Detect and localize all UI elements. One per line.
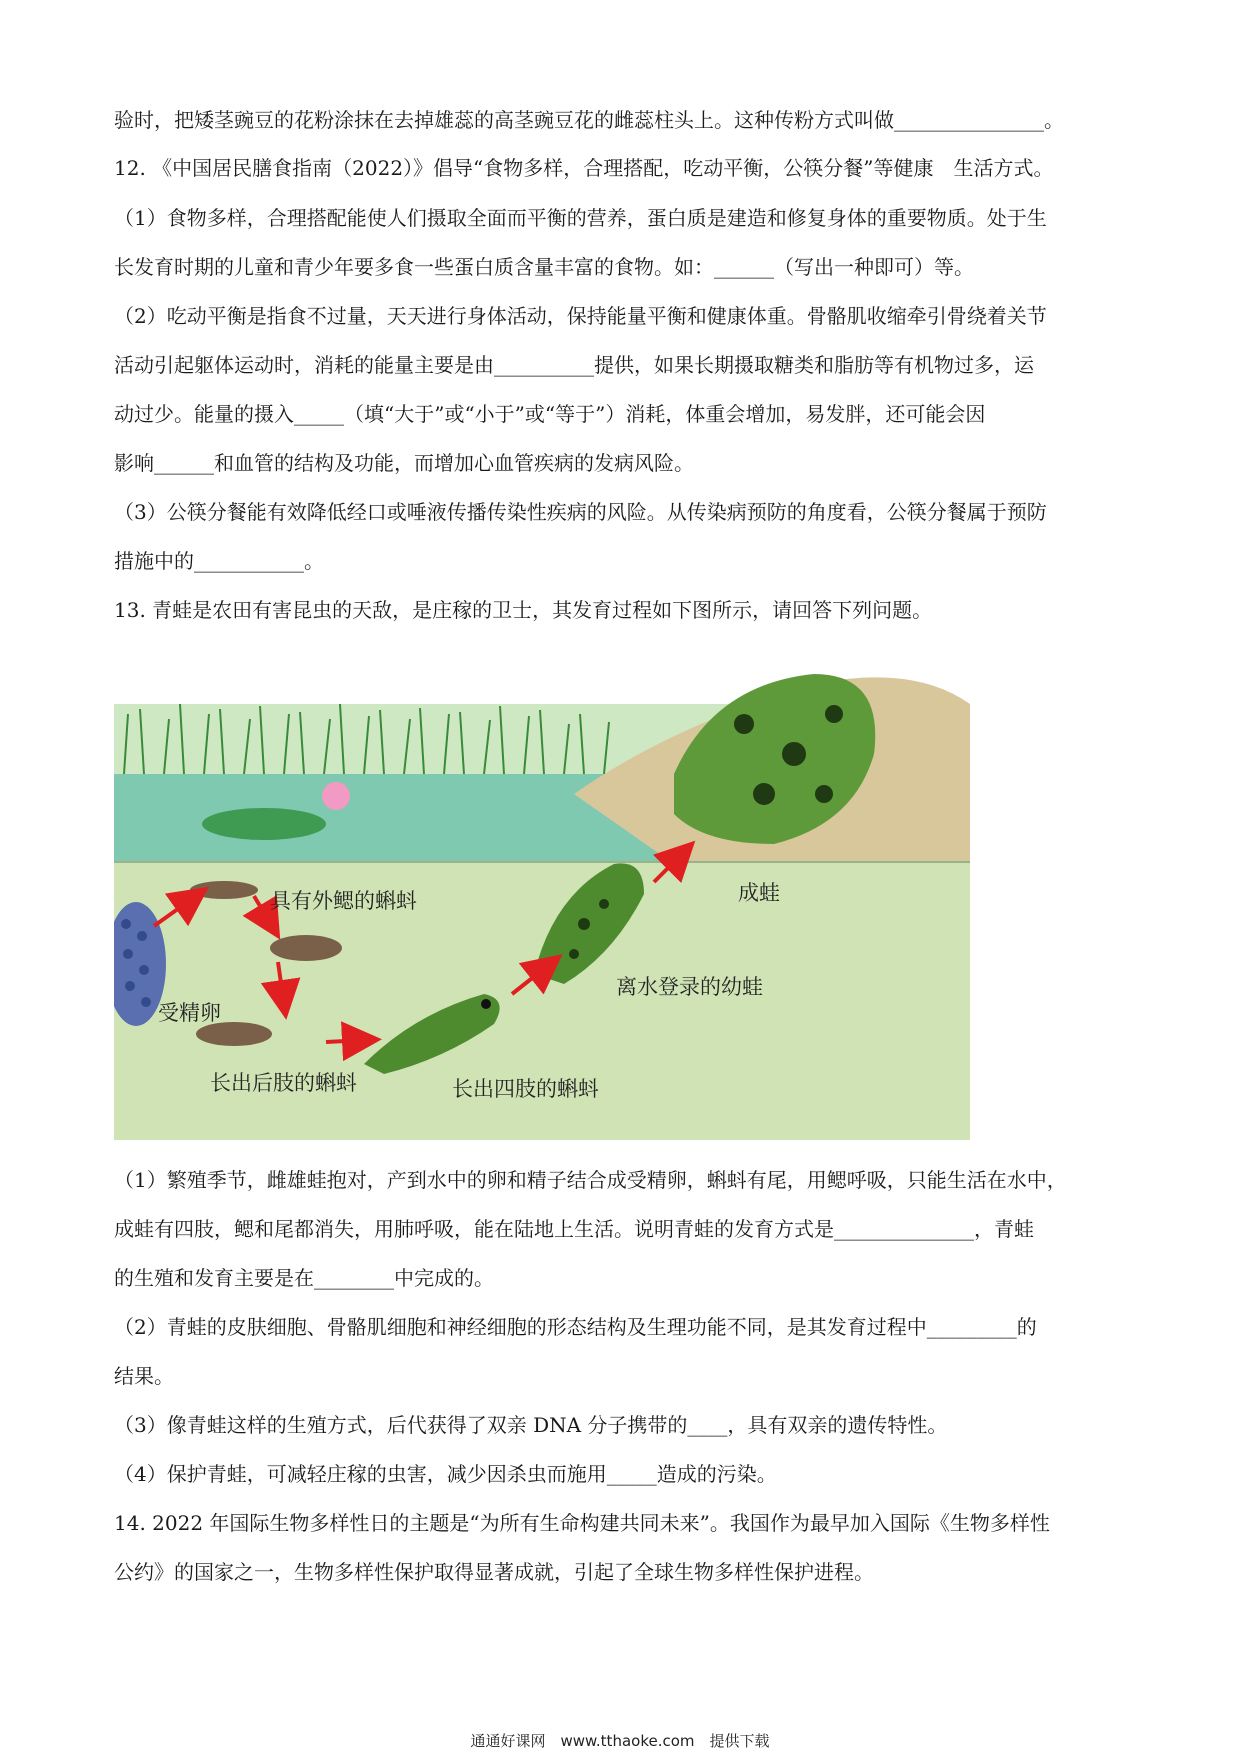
lotus-flower: [322, 782, 350, 810]
tadpole-hind-legs-body: [196, 1022, 272, 1046]
q12-2-line-1: （2）吃动平衡是指食不过量，天天进行身体活动，保持能量平衡和健康体重。骨骼肌收缩牵引骨绕着关节: [114, 304, 1047, 328]
q13-2-line-1: （2）青蛙的皮肤细胞、骨骼肌细胞和神经细胞的形态结构及生理功能不同，是其发育过程中_________的: [114, 1315, 1037, 1339]
frog-development-figure: [114, 664, 970, 1140]
q13-1-line-3: 的生殖和发育主要是在________中完成的。: [114, 1266, 494, 1290]
q14-line-1: 14. 2022 年国际生物多样性日的主题是“为所有生命构建共同未来”。我国作为最早加入国际《生物多样性: [114, 1511, 1050, 1535]
q13-3: （3）像青蛙这样的生殖方式，后代获得了双亲 DNA 分子携带的____，具有双亲的遗传特性。: [114, 1413, 948, 1437]
q13-4: （4）保护青蛙，可减轻庄稼的虫害，减少因杀虫而施用_____造成的污染。: [114, 1462, 777, 1486]
label-adult-frog: 成蛙: [738, 881, 780, 905]
label-tadpole-gills: 具有外鳃的蝌蚪: [270, 889, 417, 913]
q12-2-line-4: 影响______和血管的结构及功能，而增加心血管疾病的发病风险。: [114, 451, 694, 475]
q12-2-line-2: 活动引起躯体运动时，消耗的能量主要是由__________提供，如果长期摄取糖类和脂肪等有机物过多，运: [114, 353, 1034, 377]
label-hind-limbs-tadpole: 长出后肢的蝌蚪: [210, 1071, 357, 1095]
q12-2-line-3: 动过少。能量的摄入_____（填“大于”或“小于”或“等于”）消耗，体重会增加，易发胖，还可能会因: [114, 402, 986, 426]
q12-stem: 12. 《中国居民膳食指南（2022）》倡导“食物多样，合理搭配，吃动平衡，公筷分餐”等健康 生活方式。: [114, 156, 1054, 180]
label-fertilized-egg: 受精卵: [158, 1001, 221, 1025]
q13-stem: 13. 青蛙是农田有害昆虫的天敌，是庄稼的卫士，其发育过程如下图所示，请回答下列问题。: [114, 598, 933, 622]
lily-pad: [202, 808, 326, 840]
q12-3-line-2: 措施中的___________。: [114, 549, 324, 573]
tadpole-body: [270, 935, 342, 961]
q12-1-line-2: 长发育时期的儿童和青少年要多食一些蛋白质含量丰富的食物。如：______（写出一种即可）等。: [114, 255, 974, 279]
q12-1-line-1: （1）食物多样，合理搭配能使人们摄取全面而平衡的营养，蛋白质是建造和修复身体的重要物质。处于生: [114, 206, 1047, 230]
label-juvenile-frog: 离水登录的幼蛙: [616, 975, 763, 999]
text-line-1: 验时，把矮茎豌豆的花粉涂抹在去掉雄蕊的高茎豌豆花的雌蕊柱头上。这种传粉方式叫做_______________。: [114, 108, 1064, 132]
footer-text: 通通好课网 www.tthaoke.com 提供下载: [470, 1732, 770, 1750]
q13-1-line-1: （1）繁殖季节，雌雄蛙抱对，产到水中的卵和精子结合成受精卵，蝌蚪有尾，用鳃呼吸，只能生活在水中，: [114, 1168, 1067, 1192]
q12-3-line-1: （3）公筷分餐能有效降低经口或唾液传播传染性疾病的风险。从传染病预防的角度看，公筷分餐属于预防: [114, 500, 1047, 524]
tadpole-gills-body: [190, 881, 258, 899]
q13-1-line-2: 成蛙有四肢，鳃和尾都消失，用肺呼吸，能在陆地上生活。说明青蛙的发育方式是______________，青蛙: [114, 1217, 1034, 1241]
q14-line-2: 公约》的国家之一，生物多样性保护取得显著成就，引起了全球生物多样性保护进程。: [114, 1560, 874, 1584]
label-four-limbs-tadpole: 长出四肢的蝌蚪: [452, 1077, 599, 1101]
q13-2-line-2: 结果。: [114, 1364, 174, 1388]
